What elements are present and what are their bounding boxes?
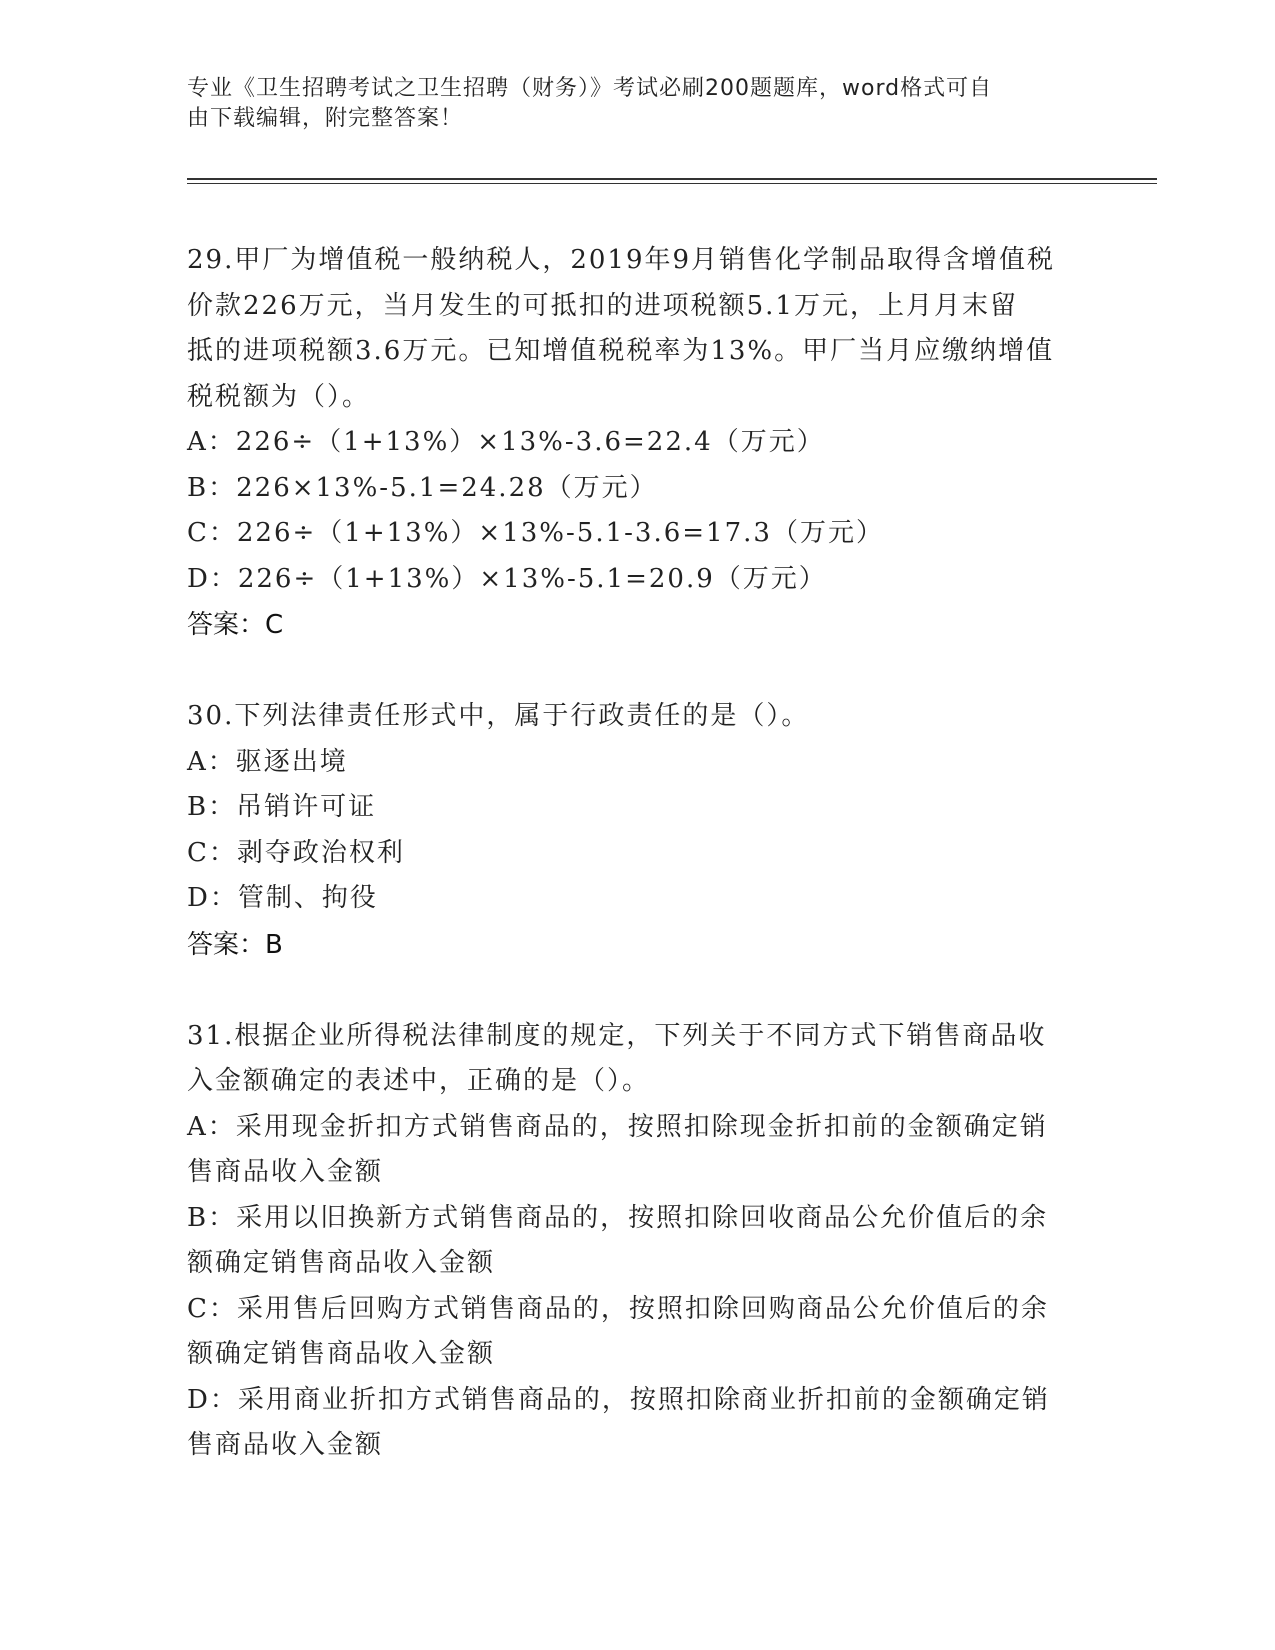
header-line: 专业《卫生招聘考试之卫生招聘（财务）》考试必刷200题题库，word格式可自 — [187, 76, 993, 101]
option-c: C：226÷（1+13%）×13%-5.1-3.6=17.3（万元） — [187, 518, 884, 548]
option-d: D：管制、拘役 — [187, 883, 378, 913]
document-header — [187, 74, 1087, 134]
question-list — [187, 238, 1087, 1515]
option-b-continued: 额确定销售商品收入金额 — [187, 1248, 496, 1278]
question-stem-line: 税税额为（）。 — [187, 381, 371, 412]
option-b: B：采用以旧换新方式销售商品的，按照扣除回收商品公允价值后的余 — [187, 1202, 1049, 1233]
option-c: C：剥夺政治权利 — [187, 837, 405, 868]
header-divider-thin — [187, 183, 1157, 184]
question-stem-line: 30.下列法律责任形式中，属于行政责任的是（）。 — [187, 701, 810, 731]
option-b: B：226×13%-5.1=24.28（万元） — [187, 472, 658, 503]
option-a: A：采用现金折扣方式销售商品的，按照扣除现金折扣前的金额确定销 — [187, 1111, 1048, 1142]
option-a: A：驱逐出境 — [187, 746, 348, 777]
question-stem-line: 入金额确定的表述中，正确的是（）。 — [187, 1066, 651, 1096]
option-c-continued: 额确定销售商品收入金额 — [187, 1339, 496, 1369]
option-d: D：226÷（1+13%）×13%-5.1=20.9（万元） — [187, 563, 827, 594]
question-stem-line: 29.甲厂为增值税一般纳税人，2019年9月销售化学制品取得含增值税 — [187, 245, 1056, 275]
question-31 — [187, 1014, 1087, 1469]
answer-label: 答案：B — [187, 929, 283, 960]
option-b: B：吊销许可证 — [187, 792, 377, 822]
question-stem-line: 价款226万元，当月发生的可抵扣的进项税额5.1万元，上月月末留 — [187, 290, 1018, 321]
header-divider-thick — [187, 178, 1157, 180]
option-c: C：采用售后回购方式销售商品的，按照扣除回购商品公允价值后的余 — [187, 1293, 1049, 1324]
answer-label: 答案：C — [187, 610, 284, 640]
question-29 — [187, 238, 1087, 648]
question-stem-line: 31.根据企业所得税法律制度的规定，下列关于不同方式下销售商品收 — [187, 1020, 1047, 1051]
question-stem-line: 抵的进项税额3.6万元。已知增值税税率为13%。甲厂当月应缴纳增值 — [187, 336, 1055, 366]
option-d: D：采用商业折扣方式销售商品的，按照扣除商业折扣前的金额确定销 — [187, 1384, 1050, 1415]
header-line: 由下载编辑，附完整答案！ — [187, 106, 464, 131]
option-d-continued: 售商品收入金额 — [187, 1430, 384, 1460]
option-a: A：226÷（1+13%）×13%-3.6=22.4（万元） — [187, 427, 825, 457]
question-30 — [187, 694, 1087, 968]
option-a-continued: 售商品收入金额 — [187, 1157, 384, 1187]
